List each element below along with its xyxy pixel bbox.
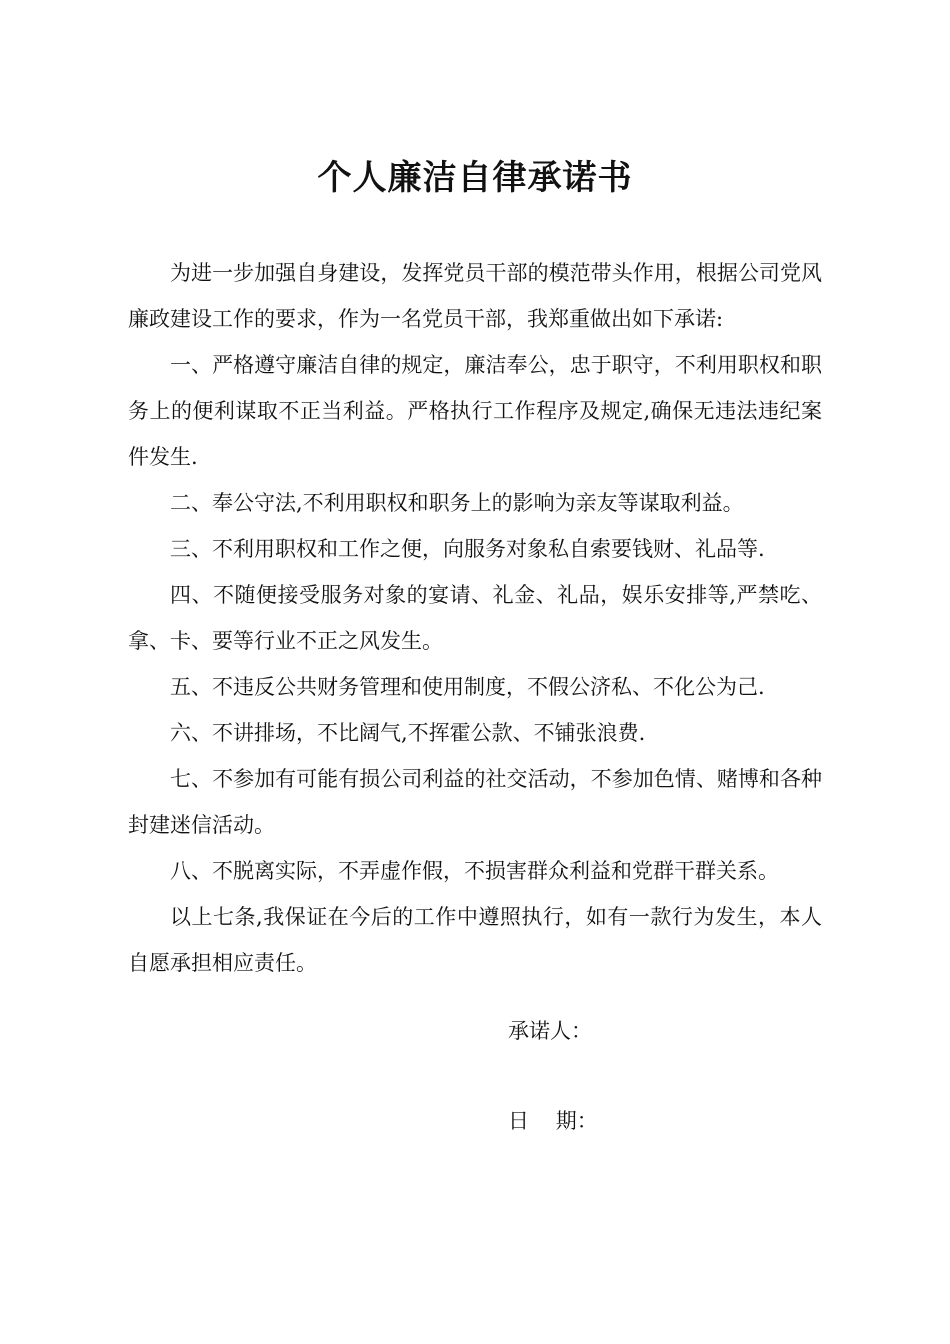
pledge-item-3: 三、不利用职权和工作之便，向服务对象私自索要钱财、礼品等. [170,537,765,561]
pledge-item-4: 四、不随便接受服务对象的宴请、礼金、礼品，娱乐安排等,严禁吃、拿、卡、要等行业不正之风发生。 [128,583,822,653]
pledge-item-8: 八、不脱离实际，不弄虚作假，不损害群众利益和党群干群关系。 [170,859,779,883]
document-title: 个人廉洁自律承诺书 [317,158,633,198]
closing-paragraph: 以上七条,我保证在今后的工作中遵照执行，如有一款行为发生，本人自愿承担相应责任。 [128,905,822,975]
pledge-item-6: 六、不讲排场，不比阔气,不挥霍公款、不铺张浪费. [170,721,646,745]
pledge-item-1: 一、严格遵守廉洁自律的规定，廉洁奉公，忠于职守，不利用职权和职务上的便利谋取不正当利益。严格执行工作程序及规定,确保无违法违纪案件发生. [128,353,822,469]
signer-label: 承诺人： [508,1019,592,1043]
pledge-item-5: 五、不违反公共财务管理和使用制度，不假公济私、不化公为己. [170,675,765,699]
intro-paragraph: 为进一步加强自身建设，发挥党员干部的模范带头作用，根据公司党风廉政建设工作的要求，作为一名党员干部，我郑重做出如下承诺: [128,261,822,331]
pledge-item-2: 二、奉公守法,不利用职权和职务上的影响为亲友等谋取利益。 [170,491,744,515]
date-label: 日 期： [508,1109,598,1133]
pledge-item-7: 七、不参加有可能有损公司利益的社交活动，不参加色情、赌博和各种封建迷信活动。 [128,767,822,837]
document-body [128,250,822,986]
